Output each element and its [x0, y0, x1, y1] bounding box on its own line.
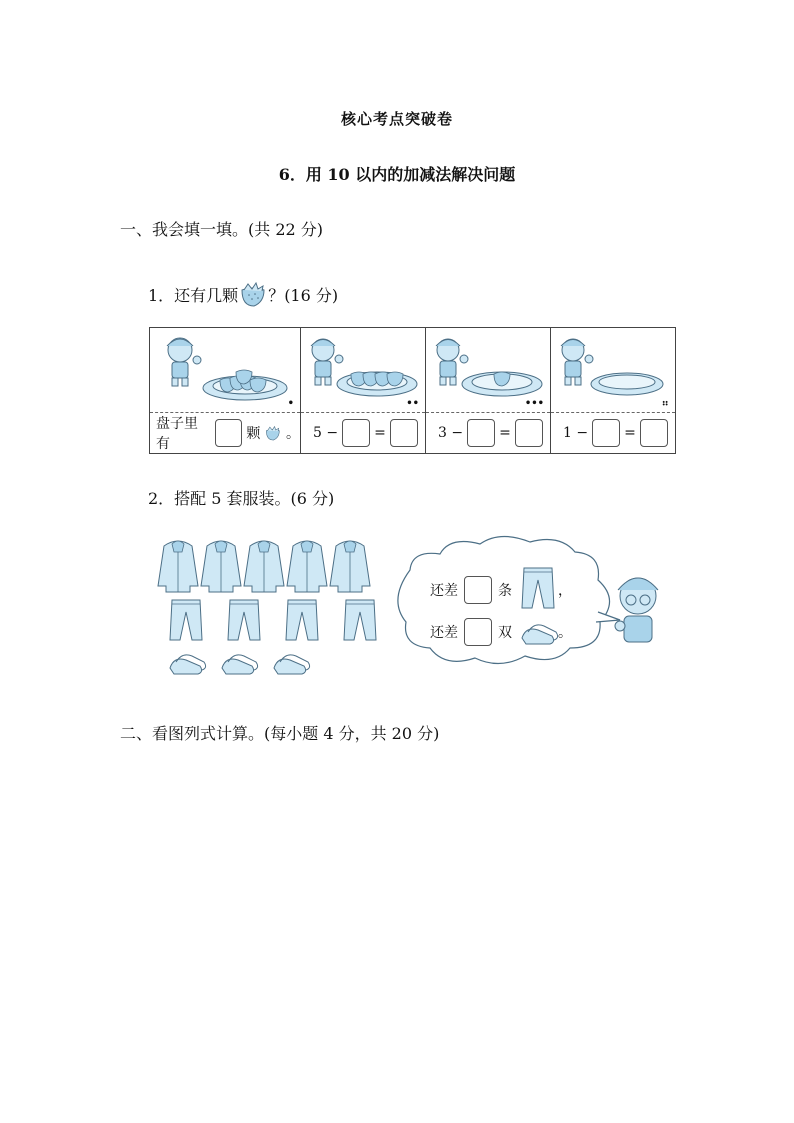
answer-box-1[interactable]: [215, 419, 242, 447]
cell-equation-4: [551, 413, 676, 454]
bubble-line-1: [430, 576, 572, 604]
eq4-equals: =: [624, 425, 636, 441]
cell-equation-1: [150, 413, 301, 454]
answer-box-pants[interactable]: [464, 576, 492, 604]
q1-prefix: 1．还有几颗: [148, 285, 239, 305]
answer-box-3a[interactable]: [467, 419, 495, 447]
q1-suffix: ？(16 分): [268, 285, 339, 305]
answer-box-4b[interactable]: [640, 419, 668, 447]
bubble-line1-a: 还差: [430, 583, 458, 599]
dots-4: ⠶: [661, 398, 669, 409]
boy-plate-picture: [551, 328, 675, 408]
boy-plate-picture: [150, 328, 300, 408]
cell-equation-2: [301, 413, 426, 454]
shoes-row: [170, 655, 310, 674]
eq4-left: 1 −: [563, 425, 589, 441]
bubble-line2-end: 。: [558, 625, 572, 641]
unit-title: 6．用 10 以内的加减法解决问题: [278, 165, 516, 184]
section1-title: 一、我会填一填。(共 22 分): [120, 220, 324, 239]
boy-plate-picture: [301, 328, 425, 408]
pants-icon: [228, 600, 260, 640]
jacket-icon: [201, 541, 241, 592]
jacket-row: [158, 541, 370, 592]
eq2-left: 5 −: [313, 425, 339, 441]
shoes-icon: [274, 655, 310, 674]
shoes-icon: [170, 655, 206, 674]
answer-box-2b[interactable]: [390, 419, 418, 447]
cell-picture-3: [426, 328, 551, 413]
pants-icon: [286, 600, 318, 640]
dots-2: ••: [406, 398, 419, 409]
jacket-icon: [244, 541, 284, 592]
bubble-line2-a: 还差: [430, 625, 458, 641]
outfit-picture: [150, 530, 670, 690]
strawberry-icon: [238, 280, 268, 308]
answer-box-4a[interactable]: [592, 419, 620, 447]
bubble-line-2: [430, 618, 572, 646]
eq2-equals: =: [374, 425, 386, 441]
pants-icon: [170, 600, 202, 640]
section2-title: 二、看图列式计算。(每小题 4 分，共 20 分): [120, 724, 440, 743]
header-title: 核心考点突破卷: [340, 110, 453, 128]
boy-plate-picture: [426, 328, 550, 408]
cell-picture-1: [150, 328, 301, 413]
bubble-line2-b: 双: [498, 625, 512, 641]
eq3-equals: =: [499, 425, 511, 441]
q2-title: 2．搭配 5 套服装。(6 分): [148, 489, 335, 508]
dots-3: •••: [524, 398, 544, 409]
pants-icon: [344, 600, 376, 640]
strawberry-icon: [264, 424, 282, 442]
shoes-icon: [222, 655, 258, 674]
eq1-suffix: 颗: [246, 426, 261, 442]
eq1-end: 。: [286, 426, 300, 442]
eq1-prefix: 盘子里有: [156, 416, 198, 452]
boy-icon: [167, 338, 201, 386]
q1-table: [149, 327, 676, 454]
answer-box-2a[interactable]: [342, 419, 370, 447]
cell-picture-2: [301, 328, 426, 413]
cell-picture-4: [551, 328, 676, 413]
q1-title: [148, 280, 338, 308]
bubble-line1-end: ，: [558, 583, 572, 599]
boy-with-glasses-icon: [615, 578, 658, 642]
jacket-icon: [287, 541, 327, 592]
dots-1: •: [287, 398, 294, 409]
jacket-icon: [330, 541, 370, 592]
pants-row: [170, 600, 376, 640]
bubble-line1-b: 条: [498, 583, 512, 599]
jacket-icon: [158, 541, 198, 592]
answer-box-shoes[interactable]: [464, 618, 492, 646]
cell-equation-3: [426, 413, 551, 454]
answer-box-3b[interactable]: [515, 419, 543, 447]
eq3-left: 3 −: [438, 425, 464, 441]
